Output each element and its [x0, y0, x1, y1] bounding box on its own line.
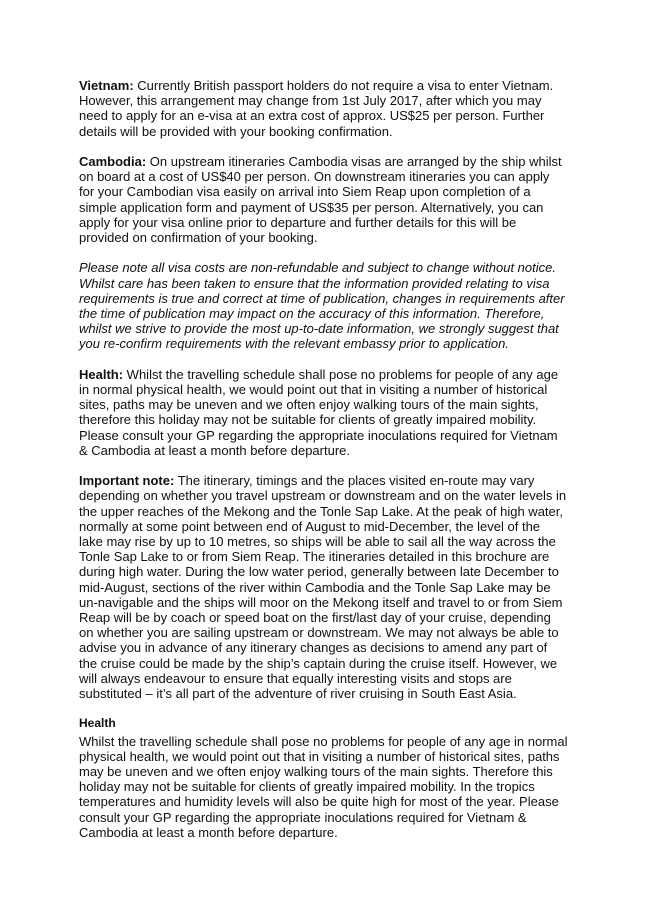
text-line: may be uneven and we often enjoy walking tours of the main sights. Therefore this [79, 764, 553, 780]
text-line: provided on confirmation of your booking. [79, 230, 318, 246]
health-label: Health: [79, 366, 124, 382]
important-note-paragraph [79, 473, 579, 701]
text-line: mid-August, sections of the river within Cambodia and the Tonle Sap Lake may be [79, 579, 551, 595]
text-line: consult your GP regarding the appropriate inoculations required for Vietnam & [79, 809, 527, 825]
vietnam-paragraph [79, 78, 579, 139]
text-line: Cambodia: On upstream itineraries Cambodia visas are arranged by the ship whilst [79, 154, 562, 169]
health-section [79, 716, 579, 840]
text-line: whilst we strive to provide the most up-to-date information, we strongly suggest that [79, 321, 559, 337]
text-line: Please note all visa costs are non-refundable and subject to change without notice. [79, 260, 556, 276]
text-line: will always endeavour to ensure that equally interesting visits and stops are [79, 670, 512, 686]
text-line: the cruise could be made by the ship’s captain during the cruise itself. However, we [79, 655, 558, 671]
health-heading: Health [79, 716, 116, 731]
text-line: Whilst care has been taken to ensure that the information provided relating to visa [79, 275, 550, 291]
text-line: therefore this holiday may not be suitable for clients of greatly impaired mobility. [79, 412, 537, 428]
text-line: temperatures and humidity levels will also be quite high for most of the year. Please [79, 794, 559, 810]
text-line: advise you in advance of any itinerary changes as decisions to amend any part of [79, 640, 548, 656]
text-line: Tonle Sap Lake to or from Siem Reap. The itineraries detailed in this brochure are [79, 549, 550, 565]
text-line: Reap will be by coach or speed boat on the first/last day of your cruise, depending [79, 610, 551, 626]
text-line: simple application form and payment of US$35 per person. Alternatively, you can [79, 199, 544, 215]
text-line: during high water. During the low water period, generally between late December to [79, 564, 559, 580]
text-line: substituted – it’s all part of the adventure of river cruising in South East Asia. [79, 686, 517, 702]
text-line: sites, paths may be uneven and we often enjoy walking tours of the main sights, [79, 397, 539, 413]
text-line: apply for your visa online prior to departure and further details for this will be [79, 214, 517, 230]
cambodia-paragraph [79, 154, 579, 245]
text-line: Important note: The itinerary, timings and the places visited en-route may vary [79, 473, 535, 489]
text-line: physical health, we would point out that in visiting a number of historical sites, paths [79, 748, 560, 764]
text-line: Please consult your GP regarding the appropriate inoculations required for Vietnam [79, 427, 558, 443]
vietnam-label: Vietnam: [79, 78, 134, 93]
text-line: holiday may not be suitable for clients of greatly impaired mobility. In the tropics [79, 779, 535, 795]
text-line: the time of publication may impact on the accuracy of this information. Therefore, [79, 306, 545, 322]
text-line: need to apply for an e-visa at an extra cost of approx. US$25 per person. Further [79, 108, 545, 124]
document-page [79, 78, 579, 855]
text-line: you re-confirm requirements with the relevant embassy prior to application. [79, 336, 509, 352]
text-line: lake may rise by up to 10 metres, so ships will be able to sail all the way across the [79, 534, 556, 550]
text-line: depending on whether you travel upstream or downstream and on the water levels in [79, 488, 567, 504]
text-line: Whilst the travelling schedule shall pose no problems for people of any age in normal [79, 733, 568, 749]
text-line: requirements is true and correct at time of publication, changes in requirements after [79, 290, 565, 306]
text-line: on board at a cost of US$40 per person. On downstream itineraries you can apply [79, 169, 550, 185]
text-line: & Cambodia at least a month before departure. [79, 442, 350, 458]
text-line: Vietnam: Currently British passport holders do not require a visa to enter Vietnam. [79, 78, 554, 93]
visa-disclaimer-paragraph [79, 260, 579, 351]
text-line: details will be provided with your booking confirmation. [79, 123, 393, 139]
text-line: However, this arrangement may change from 1st July 2017, after which you may [79, 93, 542, 109]
text-line: in normal physical health, we would point out that in visiting a number of historical [79, 382, 548, 398]
cambodia-label: Cambodia: [79, 154, 147, 169]
text-line: on whether you are sailing upstream or downstream. We may not always be able to [79, 625, 559, 641]
text-line: the upper reaches of the Mekong and the Tonle Sap Lake. At the peak of high water, [79, 503, 563, 519]
health-paragraph [79, 367, 579, 458]
text-line: un-navigable and the ships will moor on the Mekong itself and travel to or from Siem [79, 594, 563, 610]
text-line: for your Cambodian visa easily on arrival into Siem Reap upon completion of a [79, 184, 531, 200]
important-note-label: Important note: [79, 473, 175, 489]
text-line: Health: Whilst the travelling schedule shall pose no problems for people of any age [79, 366, 559, 382]
text-line: Cambodia at least a month before departure. [79, 824, 338, 840]
text-line: normally at some point between end of August to mid-December, the level of the [79, 518, 541, 534]
